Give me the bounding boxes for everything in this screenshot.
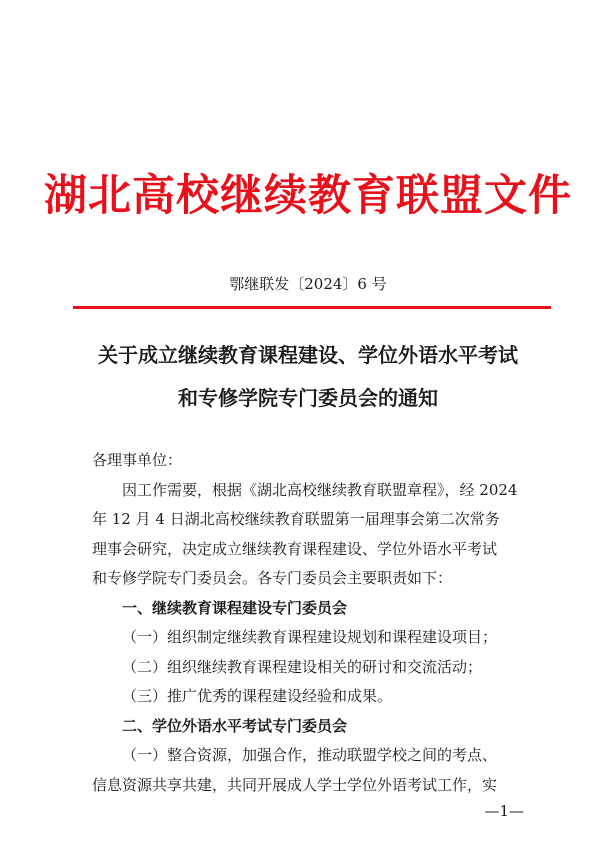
red-separator-line [73,306,551,309]
notice-title-line-1: 关于成立继续教育课程建设、学位外语水平考试 [98,343,518,367]
list-item: （一）整合资源，加强合作，推动联盟学校之间的考点、 [122,746,498,764]
document-body [92,446,524,800]
page-number: —1— [484,802,524,820]
salutation: 各理事单位： [92,451,183,469]
document-number: 鄂继联发〔2024〕6 号 [229,275,387,293]
document-header-title: 湖北高校继续教育联盟文件 [44,171,572,221]
list-item: （三）推广优秀的课程建设经验和成果。 [122,687,393,705]
paragraph-line: 年 12 月 4 日湖北高校继续教育联盟第一届理事会第二次常务 [92,510,500,528]
list-item: （一）组织制定继续教育课程建设规划和课程建设项目； [122,628,498,646]
notice-title-line-2: 和专修学院专门委员会的通知 [178,386,438,410]
notice-title [0,334,616,420]
section-heading: 二、学位外语水平考试专门委员会 [122,716,348,735]
paragraph-line: 和专修学院专门委员会。各专门委员会主要职责如下： [92,569,453,587]
paragraph-line: 因工作需要，根据《湖北高校继续教育联盟章程》，经 2024 [122,480,518,499]
list-item: （二）组织继续教育课程建设相关的研讨和交流活动； [122,657,483,676]
section-heading: 一、继续教育课程建设专门委员会 [122,598,348,617]
paragraph-line: 理事会研究，决定成立继续教育课程建设、学位外语水平考试 [92,539,498,558]
paragraph-line: 信息资源共享共建，共同开展成人学士学位外语考试工作，实 [92,775,498,794]
